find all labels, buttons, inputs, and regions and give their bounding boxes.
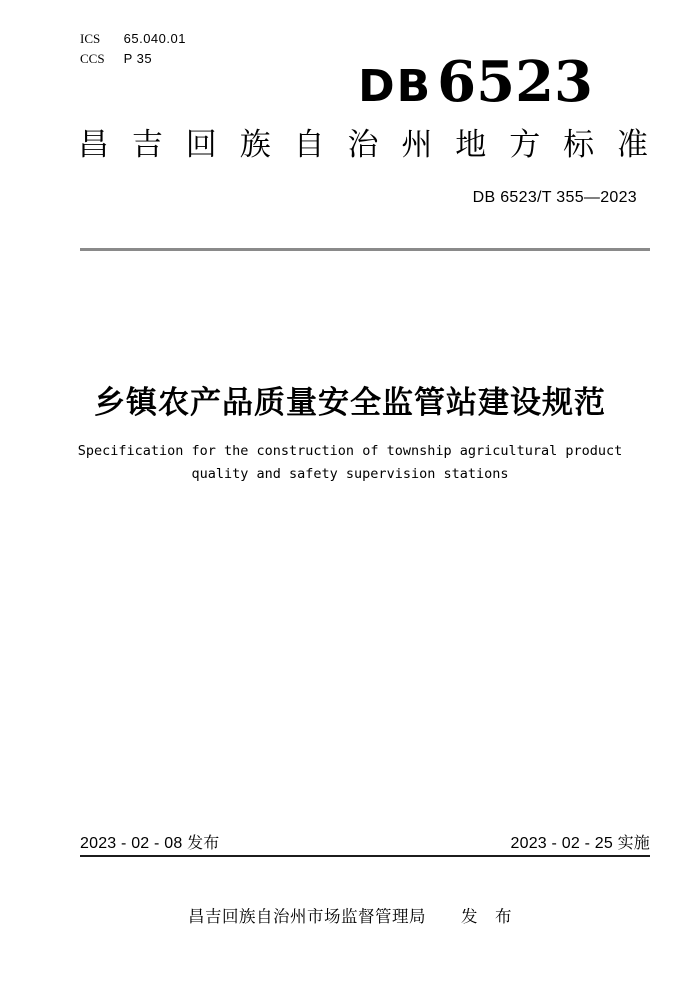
db-logo-number: 6523 bbox=[437, 49, 593, 115]
publisher-line bbox=[0, 903, 700, 927]
ccs-code-row bbox=[80, 49, 186, 69]
db-standard-logo bbox=[358, 49, 593, 115]
footer-divider-rule bbox=[80, 855, 650, 857]
date-row bbox=[80, 830, 650, 853]
ccs-value: P 35 bbox=[123, 51, 153, 66]
ics-code-row bbox=[80, 29, 186, 49]
classification-codes bbox=[80, 29, 186, 69]
issue-date: 2023 - 02 - 08 发布 bbox=[80, 835, 220, 852]
ics-value: 65.040.01 bbox=[123, 31, 186, 46]
standard-type-title: 昌吉回族自治州地方标准 bbox=[78, 127, 648, 162]
header-divider-rule bbox=[80, 248, 650, 251]
ccs-label: CCS bbox=[80, 51, 105, 66]
document-title-en-line2: quality and safety supervision stations bbox=[191, 466, 509, 482]
document-title-en bbox=[0, 440, 700, 486]
db-logo-prefix: DB bbox=[358, 61, 433, 112]
publish-label: 发 布 bbox=[461, 908, 513, 926]
publisher-name: 昌吉回族自治州市场监督管理局 bbox=[187, 908, 426, 926]
implement-date: 2023 - 02 - 25 实施 bbox=[510, 835, 650, 852]
ics-label: ICS bbox=[80, 31, 101, 46]
document-title-zh: 乡镇农产品质量安全监管站建设规范 bbox=[94, 385, 606, 420]
document-title-en-line1: Specification for the construction of township agricultural product bbox=[77, 443, 623, 459]
standard-number: DB 6523/T 355—2023 bbox=[472, 189, 637, 206]
